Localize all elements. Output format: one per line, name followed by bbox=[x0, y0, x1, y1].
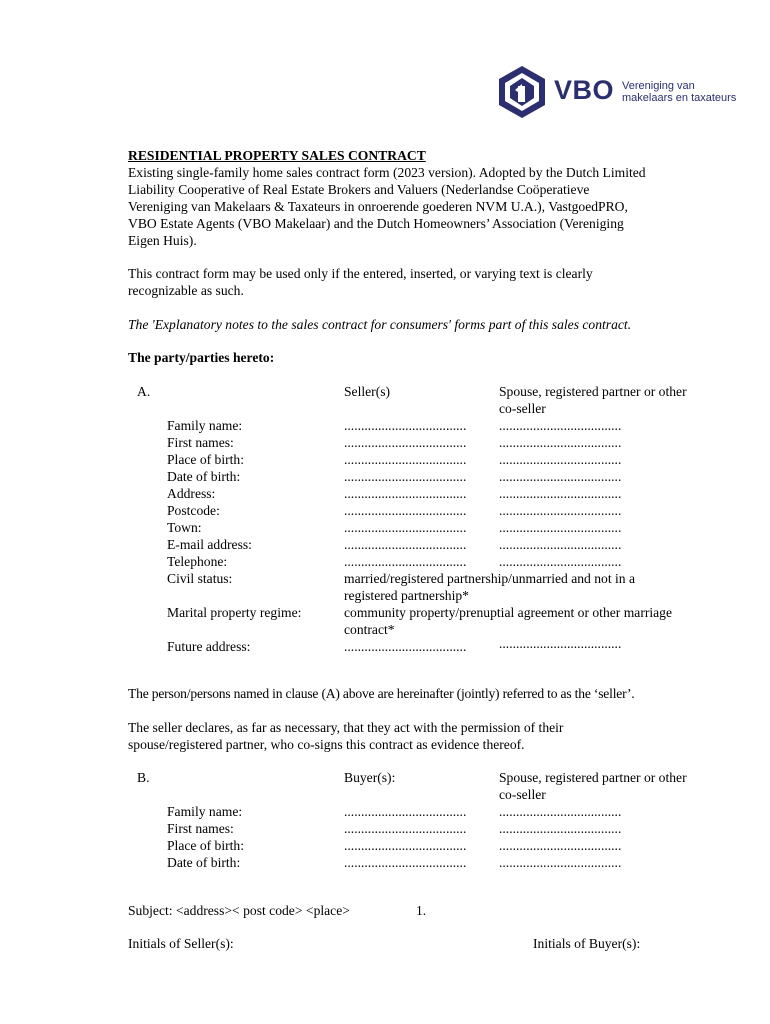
coseller-postcode-field[interactable]: .................................... bbox=[499, 503, 622, 518]
buyer-family-name-field[interactable]: .................................... bbox=[344, 804, 467, 819]
b-label-first-names: First names: bbox=[167, 821, 234, 836]
coseller-telephone-field[interactable]: .................................... bbox=[499, 554, 622, 569]
b-coseller-family-name-field[interactable]: .................................... bbox=[499, 804, 622, 819]
intro-line: Vereniging van Makelaars & Taxateurs in onroerende goederen NVM U.A.), VastgoedPRO, bbox=[128, 199, 628, 214]
intro-line: Liability Cooperative of Real Estate Brokers and Valuers (Nederlandse Coöperatieve bbox=[128, 182, 590, 197]
seller-telephone-field[interactable]: .................................... bbox=[344, 554, 467, 569]
section-b-buyer-fields bbox=[344, 803, 466, 871]
coseller-place-of-birth-field[interactable]: .................................... bbox=[499, 452, 622, 467]
section-b-buyer-header: Buyer(s): bbox=[344, 770, 396, 785]
vbo-house-icon bbox=[496, 64, 548, 120]
marital-regime-options: community property/prenuptial agreement or other marriage bbox=[344, 605, 673, 620]
parties-heading: The party/parties hereto: bbox=[128, 350, 275, 365]
intro-line: VBO Estate Agents (VBO Makelaar) and the Dutch Homeowners’ Association (Vereniging bbox=[128, 216, 624, 231]
seller-family-name-field[interactable]: .................................... bbox=[344, 418, 467, 433]
b-coseller-header-line1: Spouse, registered partner or other bbox=[499, 770, 687, 785]
seller-town-field[interactable]: .................................... bbox=[344, 520, 467, 535]
buyer-first-names-field[interactable]: .................................... bbox=[344, 821, 467, 836]
label-civil-status: Civil status: bbox=[167, 571, 233, 586]
section-a-letter: A. bbox=[137, 384, 151, 399]
usage-note-line: recognizable as such. bbox=[128, 283, 244, 298]
logo-tagline-line2: makelaars en taxateurs bbox=[622, 92, 737, 104]
civil-status-options-cont: registered partnership* bbox=[344, 588, 469, 603]
b-coseller-date-of-birth-field[interactable]: .................................... bbox=[499, 855, 622, 870]
usage-note-line: This contract form may be used only if the entered, inserted, or varying text is clearly bbox=[128, 266, 593, 281]
coseller-header-line1: Spouse, registered partner or other bbox=[499, 384, 687, 399]
b-label-family-name: Family name: bbox=[167, 804, 243, 819]
b-label-place-of-birth: Place of birth: bbox=[167, 838, 245, 853]
section-a-seller-header: Seller(s) bbox=[344, 384, 391, 399]
seller-definition-clause: The person/persons named in clause (A) above are hereinafter (jointly) referred to as the ‘seller’. bbox=[128, 686, 635, 701]
label-first-names: First names: bbox=[167, 435, 234, 450]
label-email: E-mail address: bbox=[167, 537, 252, 552]
section-a-coseller-fields bbox=[499, 417, 621, 570]
label-postcode: Postcode: bbox=[167, 503, 220, 518]
seller-future-address-field[interactable]: .................................... bbox=[344, 639, 467, 654]
footer-subject: Subject: <address>< post code> <place> bbox=[128, 903, 350, 918]
label-marital-regime: Marital property regime: bbox=[167, 605, 302, 620]
coseller-email-field[interactable]: .................................... bbox=[499, 537, 622, 552]
usage-note bbox=[128, 265, 738, 299]
seller-address-field[interactable]: .................................... bbox=[344, 486, 467, 501]
label-telephone: Telephone: bbox=[167, 554, 228, 569]
logo-tagline-line1: Vereniging van bbox=[622, 80, 695, 92]
coseller-family-name-field[interactable]: .................................... bbox=[499, 418, 622, 433]
seller-declaration-line: The seller declares, as far as necessary, that they act with the permission of their bbox=[128, 720, 564, 735]
coseller-date-of-birth-field[interactable]: .................................... bbox=[499, 469, 622, 484]
page-number: 1. bbox=[416, 903, 427, 918]
intro-paragraph bbox=[128, 164, 738, 249]
seller-place-of-birth-field[interactable]: .................................... bbox=[344, 452, 467, 467]
section-b-coseller-header bbox=[499, 769, 687, 803]
coseller-town-field[interactable]: .................................... bbox=[499, 520, 622, 535]
section-a-coseller-header bbox=[499, 383, 687, 417]
vbo-logo bbox=[496, 64, 746, 120]
marital-regime-options-cont: contract* bbox=[344, 622, 395, 637]
initials-buyer: Initials of Buyer(s): bbox=[533, 936, 641, 951]
logo-brand-text: VBO bbox=[554, 75, 615, 105]
coseller-first-names-field[interactable]: .................................... bbox=[499, 435, 622, 450]
buyer-place-of-birth-field[interactable]: .................................... bbox=[344, 838, 467, 853]
logo-tagline bbox=[622, 80, 736, 104]
intro-line: Existing single-family home sales contract form (2023 version). Adopted by the Dutch Limited bbox=[128, 165, 646, 180]
label-date-of-birth: Date of birth: bbox=[167, 469, 241, 484]
seller-first-names-field[interactable]: .................................... bbox=[344, 435, 467, 450]
coseller-future-address bbox=[499, 635, 621, 652]
buyer-date-of-birth-field[interactable]: .................................... bbox=[344, 855, 467, 870]
seller-declaration bbox=[128, 719, 738, 753]
b-coseller-first-names-field[interactable]: .................................... bbox=[499, 821, 622, 836]
coseller-address-field[interactable]: .................................... bbox=[499, 486, 622, 501]
seller-declaration-line: spouse/registered partner, who co-signs this contract as evidence thereof. bbox=[128, 737, 525, 752]
b-coseller-place-of-birth-field[interactable]: .................................... bbox=[499, 838, 622, 853]
coseller-future-address-field[interactable]: .................................... bbox=[499, 636, 622, 651]
label-town: Town: bbox=[167, 520, 202, 535]
section-b-coseller-fields bbox=[499, 803, 621, 871]
label-future-address: Future address: bbox=[167, 639, 251, 654]
intro-line: Eigen Huis). bbox=[128, 233, 197, 248]
label-place-of-birth: Place of birth: bbox=[167, 452, 245, 467]
seller-date-of-birth-field[interactable]: .................................... bbox=[344, 469, 467, 484]
b-coseller-header-line2: co-seller bbox=[499, 787, 546, 802]
civil-status-options: married/registered partnership/unmarried and not in a bbox=[344, 571, 636, 586]
label-family-name: Family name: bbox=[167, 418, 243, 433]
b-label-date-of-birth: Date of birth: bbox=[167, 855, 241, 870]
section-a-labels bbox=[167, 417, 301, 655]
section-b-letter: B. bbox=[137, 770, 150, 785]
seller-email-field[interactable]: .................................... bbox=[344, 537, 467, 552]
seller-postcode-field[interactable]: .................................... bbox=[344, 503, 467, 518]
initials-seller: Initials of Seller(s): bbox=[128, 936, 234, 951]
section-b-labels bbox=[167, 803, 244, 871]
document-title: RESIDENTIAL PROPERTY SALES CONTRACT bbox=[128, 148, 426, 163]
explanatory-note: The 'Explanatory notes to the sales contract for consumers' forms part of this sales contract. bbox=[128, 317, 632, 332]
label-address: Address: bbox=[167, 486, 216, 501]
coseller-header-line2: co-seller bbox=[499, 401, 546, 416]
